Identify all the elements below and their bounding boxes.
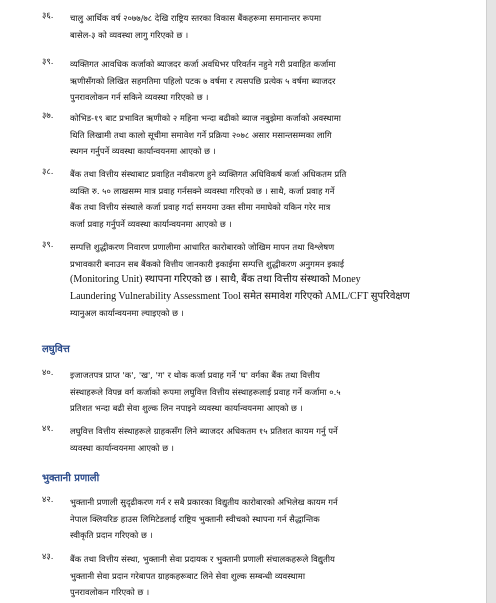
text-line: व्यक्तिगत आवधिक कर्जाको ब्याजदर कर्जा अवधिभर परिवर्तन नहुने गरी प्रवाहित कर्जामा — [70, 59, 336, 69]
text-line: बैंक तथा वित्तीय संस्था, भुक्तानी सेवा प्रदायक र भुक्तानी प्रणाली संचालकहरूले विद्युतीय — [70, 554, 335, 564]
item-number: ४१. — [42, 423, 54, 433]
text-line: लघुवित्त वित्तीय संस्थाहरूले ग्राहकसँग लिने ब्याजदर अधिकतम १५ प्रतिशत कायम गर्नु पर्ने — [70, 426, 338, 436]
section-heading-payment: भुक्तानी प्रणाली — [42, 473, 100, 484]
list-item — [42, 551, 454, 601]
item-text — [70, 551, 454, 601]
item-number: ३६. — [42, 10, 54, 20]
text-line: प्रतिशत भन्दा बढी सेवा शुल्क लिन नपाइने व्यवस्था कार्यान्वयनमा आएको छ । — [70, 403, 303, 413]
item-number: ३९. — [42, 56, 54, 66]
text-line: व्यक्ति रु. ५० लाखसम्म मात्र प्रवाह गर्नसक्ने व्यवस्था गरिएको छ । साथै, कर्जा प्रवाह गर्ने — [70, 185, 335, 196]
list-item — [42, 423, 454, 456]
list-item — [42, 110, 454, 160]
list-item — [42, 166, 454, 232]
text-line: भुक्तानी प्रणाली सुदृढीकरण गर्न र सबै प्रकारका विद्युतीय कारोबारको अभिलेख कायम गर्न — [70, 497, 338, 507]
text-line: नेपाल क्लियरिङ हाउस लिमिटेडलाई राष्ट्रिय भुक्तानी स्वीचको स्थापना गर्न सैद्धान्तिक — [70, 513, 320, 524]
text-line: स्थगन गर्नुपर्ने व्यवस्था कार्यान्वयनमा आएको छ । — [70, 146, 216, 156]
text-line: स्वीकृति प्रदान गरिएको छ । — [70, 530, 153, 540]
item-text — [70, 423, 454, 456]
text-line: बैंक तथा वित्तीय संस्थाबाट प्रवाहित नवीकरण हुने व्यक्तिगत अधिविकर्ष कर्जा अधिकतम प्रति — [70, 169, 347, 179]
text-line: (Monitoring Unit) स्थापना गरिएको छ । साथै, बैंक तथा वित्तीय संस्थाको Money — [70, 274, 361, 285]
text-line: संस्थाहरूले विपन्न वर्ग कर्जाको रूपमा लघुवित्त वित्तीय संस्थाहरूलाई प्रवाह गर्ने कर्जामा ०.५ — [70, 386, 341, 397]
text-line: थिति लिखामी तथा कालो सूचीमा समावेश गर्ने प्रक्रिया २०७८ असार मसान्तसम्मका लागि — [70, 129, 332, 140]
item-number: ३९. — [42, 239, 54, 249]
list-item — [42, 56, 454, 106]
text-line: बैंक तथा वित्तीय संस्थाले कर्जा प्रवाह गर्दा समयमा उक्त सीमा नमाघेको यकिन गरेर मात्र — [70, 202, 331, 212]
text-line: कर्जा प्रवाह गर्नुपर्ने व्यवस्था कार्यान्वयनमा आएको छ । — [70, 218, 232, 229]
item-text — [70, 56, 454, 106]
text-line: चालु आर्थिक वर्ष २०७७/७८ देखि राष्ट्रिय स्तरका विकास बैंकहरूमा समानान्तर रूपमा — [70, 13, 322, 23]
item-text — [70, 367, 454, 417]
item-text — [70, 494, 454, 544]
text-line: व्यवस्था कार्यान्वयनमा आएको छ । — [70, 442, 174, 453]
text-line: सम्पत्ति शुद्धीकरण निवारण प्रणालीमा आधारित कारोबारको जोखिम मापन तथा विश्लेषण — [70, 242, 335, 252]
text-line: पुनरावलोकन गरिएको छ । — [70, 587, 150, 597]
item-number: ३७. — [42, 110, 54, 120]
item-text — [70, 110, 454, 160]
list-item — [42, 10, 454, 43]
text-line: इजाजतपत्र प्राप्त 'क', 'ख', 'ग' र थोक कर्जा प्रवाह गर्ने 'घ' वर्गका बैंक तथा वित्तीय — [70, 370, 320, 380]
section-heading-microfinance: लघुवित्त — [42, 344, 70, 355]
vertical-scrollbar[interactable] — [486, 0, 496, 603]
item-number: ४२. — [42, 494, 54, 504]
list-item — [42, 494, 454, 544]
text-line: पुनरावलोकन गर्न सकिने व्यवस्था गरिएको छ । — [70, 92, 209, 102]
item-number: ४३. — [42, 551, 54, 561]
item-number: ४०. — [42, 367, 54, 377]
item-text — [70, 166, 454, 232]
item-number: ३८. — [42, 166, 54, 176]
text-line: बासेल-३ को व्यवस्था लागु गरिएको छ । — [70, 29, 189, 40]
text-line: ऋणीसँगको लिखित सहमतिमा पहिलो पटक ७ वर्षमा र त्यसपछि प्रत्येक ५ वर्षमा ब्याजदर — [70, 75, 336, 86]
text-line: भुक्तानी सेवा प्रदान गरेबापत ग्राहकहरूबाट लिने सेवा शुल्क सम्बन्धी व्यवस्थामा — [70, 570, 305, 581]
text-line: Laundering Vulnerability Assessment Tool समेत समावेश गरिएको AML/CFT सुपरिवेक्षण — [70, 290, 410, 302]
text-line: कोभिड-१९ बाट प्रभावित ऋणीको २ महिना भन्दा बढीको ब्याज नबुझेमा कर्जाको अवस्थामा — [70, 113, 341, 123]
text-line: म्यानुअल कार्यान्वयनमा ल्याइएको छ । — [70, 308, 184, 318]
list-item — [42, 239, 454, 322]
text-line: प्रभावकारी बनाउन सब बैंकको वित्तीय जानकारी इकाईमा सम्पत्ति शुद्धीकरण अनुगमन इकाई — [70, 258, 345, 269]
item-text — [70, 10, 454, 43]
item-text — [70, 239, 454, 322]
list-item — [42, 367, 454, 417]
